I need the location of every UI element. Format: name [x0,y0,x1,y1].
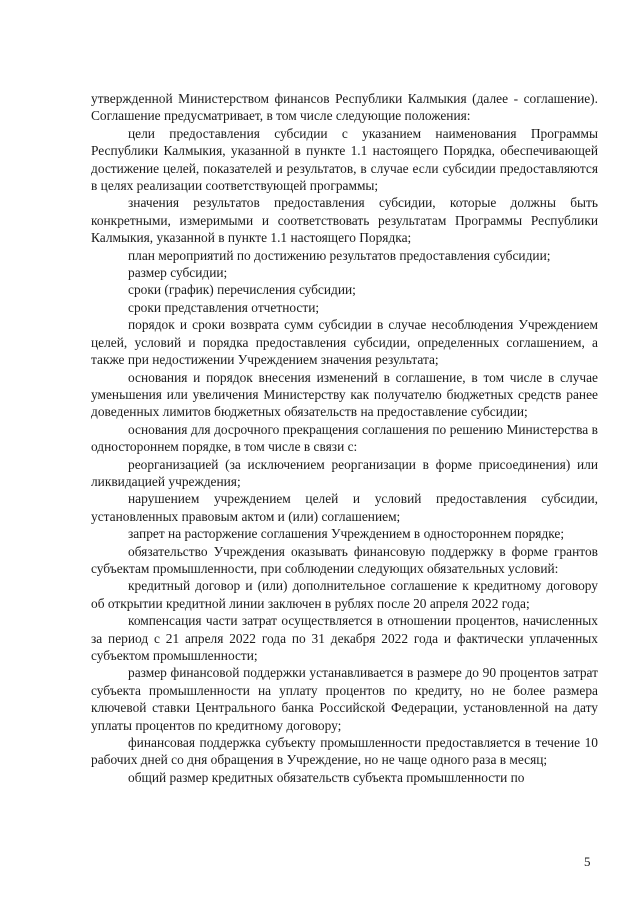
paragraph-program-goals: цели предоставления субсидии с указанием наименования Программы Республики Калмыкия, указанной в пункте 1.1 настоящего Порядка, обеспечивающей достижение целей, показателей и результатов, в случае если субсидии предоставляются в целях реализации соответствующей программы; [91,125,598,194]
page-number: 5 [584,854,591,869]
paragraph-subsidy-size: размер субсидии; [128,265,228,281]
paragraph-reorganization: реорганизацией (за исключением реорганизации в форме присоединения) или ликвидацией учреждения; [91,456,598,489]
paragraph-unilateral-ban: запрет на расторжение соглашения Учреждением в одностороннем порядке; [128,526,565,542]
paragraph-credit-obligations: общий размер кредитных обязательств субъекта промышленности по [128,769,525,785]
paragraph-credit-agreement: кредитный договор и (или) дополнительное соглашение к кредитному договору об открытии кредитной линии заключен в рублях после 20 апреля 2022 года; [91,578,598,611]
paragraph-support-size: размер финансовой поддержки устанавливается в размере до 90 процентов затрат субъекта промышленности на уплату процентов по кредиту, но не более размера ключевой ставки Центрального банка Российской Федерации, установленной на дату уплаты процентов по кредитному договору; [91,665,598,733]
paragraph-support-timing: финансовая поддержка субъекту промышленности предоставляется в течение 10 рабочих дней со дня обращения в Учреждение, но не чаще одного раза в месяц; [91,735,598,768]
paragraph-amendment-grounds: основания и порядок внесения изменений в соглашение, в том числе в случае уменьшения или увеличения Министерству как получателю бюджетных средств ранее доведенных лимитов бюджетных обязательств на предоставление субсидии; [91,369,598,420]
paragraph-action-plan: план мероприятий по достижению результатов предоставления субсидии; [128,247,551,263]
paragraph-transfer-schedule: сроки (график) перечисления субсидии; [128,282,356,298]
paragraph-support-obligation: обязательство Учреждения оказывать финансовую поддержку в форме грантов субъектам промышленности, при соблюдении следующих обязательных условий: [91,543,598,576]
paragraph-compensation: компенсация части затрат осуществляется в отношении процентов, начисленных за период с 21 апреля 2022 года по 31 декабря 2022 года и фактически уплаченных субъектом промышленности; [91,613,598,663]
paragraph-continuation: утвержденной Министерством финансов Республики Калмыкия (далее - соглашение). Соглашение предусматривает, в том числе следующие положения: [91,91,598,124]
paragraph-reporting-deadlines: сроки представления отчетности; [128,299,320,315]
body-text [91,90,598,786]
paragraph-violation: нарушением учреждением целей и условий предоставления субсидии, установленных правовым актом и (или) соглашением; [91,491,598,524]
paragraph-refund-procedure: порядок и сроки возврата сумм субсидии в случае несоблюдения Учреждением целей, условий и порядка предоставления субсидии, определенных соглашением, а также при недостижении Учреждением значения результата; [91,317,598,368]
paragraph-result-values: значения результатов предоставления субсидии, которые должны быть конкретными, измеримыми и соответствовать результатам Программы Республики Калмыкия, указанной в пункте 1.1 настоящего Порядка; [91,195,598,246]
paragraph-termination-grounds: основания для досрочного прекращения соглашения по решению Министерства в одностороннем порядке, в том числе в связи с: [91,421,598,455]
